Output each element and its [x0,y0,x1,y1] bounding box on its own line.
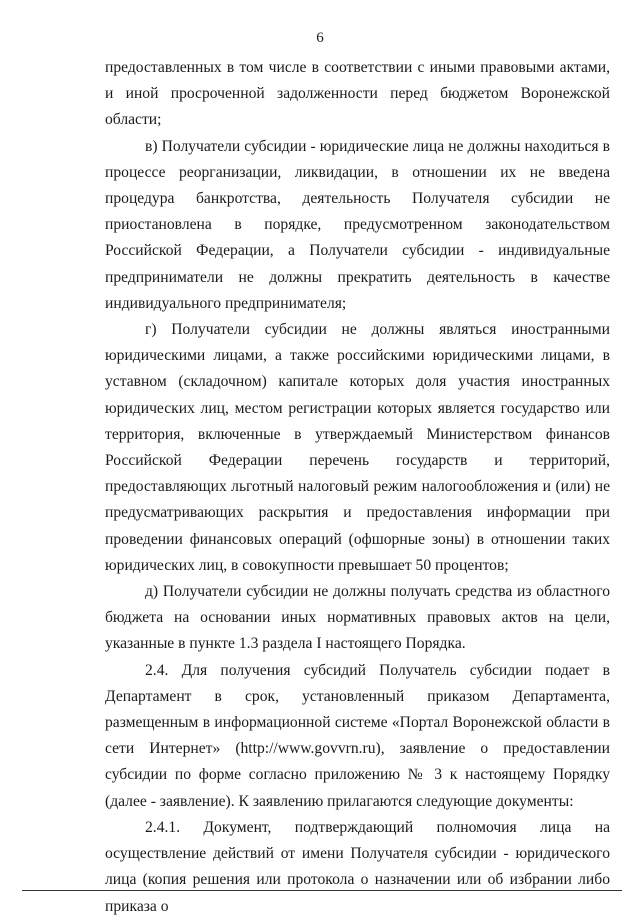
page-number: 6 [316,30,324,46]
paragraph-clause-d: д) Получатели субсидии не должны получать средства из областного бюджета на основании иных нормативных правовых актов на цели, указанные в пункте 1.3 раздела I настоящего Порядка. [105,583,610,653]
document-body [105,55,610,920]
paragraph-continuation: предоставленных в том числе в соответствии с иными правовыми актами, и иной просроченной задолженности перед бюджетом Воронежской области; [105,59,610,129]
paragraph-section-2-4-1: 2.4.1. Документ, подтверждающий полномочия лица на осуществление действий от имени Получателя субсидии - юридического лица (копия решения или протокола о назначении или об избрании либо приказа о [105,818,610,915]
footer-divider [22,890,622,891]
paragraph-section-2-4: 2.4. Для получения субсидий Получатель субсидии подает в Департамент в срок, установленный приказом Департамента, размещенным в информационной системе «Портал Воронежской области в сети Интернет» (http://www.govvrn.ru), заявление о предоставлении субсидии по форме согласно приложению № 3 к настоящему Порядку (далее - заявление). К заявлению прилагаются следующие документы: [105,661,610,810]
paragraph-clause-g: г) Получатели субсидии не должны являться иностранными юридическими лицами, а также российскими юридическими лицами, в уставном (складочном) капитале которых доля участия иностранных юридических лиц, местом регистрации которых является государство или территория, включенные в утверждаемый Министерством финансов Российской Федерации перечень государств и территорий, предоставляющих льготный налоговый режим налогообложения и (или) не предусматривающих раскрытия и предоставления информации при проведении финансовых операций (офшорные зоны) в отношении таких юридических лиц, в совокупности превышает 50 процентов; [105,321,610,574]
paragraph-clause-v: в) Получатели субсидии - юридические лица не должны находиться в процессе реорганизации, ликвидации, в отношении их не введена процедура банкротства, деятельность Получателя субсидии не приостановлена в порядке, предусмотренном законодательством Российской Федерации, а Получатели субсидии - индивидуальные предприниматели не должны прекратить деятельность в качестве индивидуального предпринимателя; [105,137,610,312]
